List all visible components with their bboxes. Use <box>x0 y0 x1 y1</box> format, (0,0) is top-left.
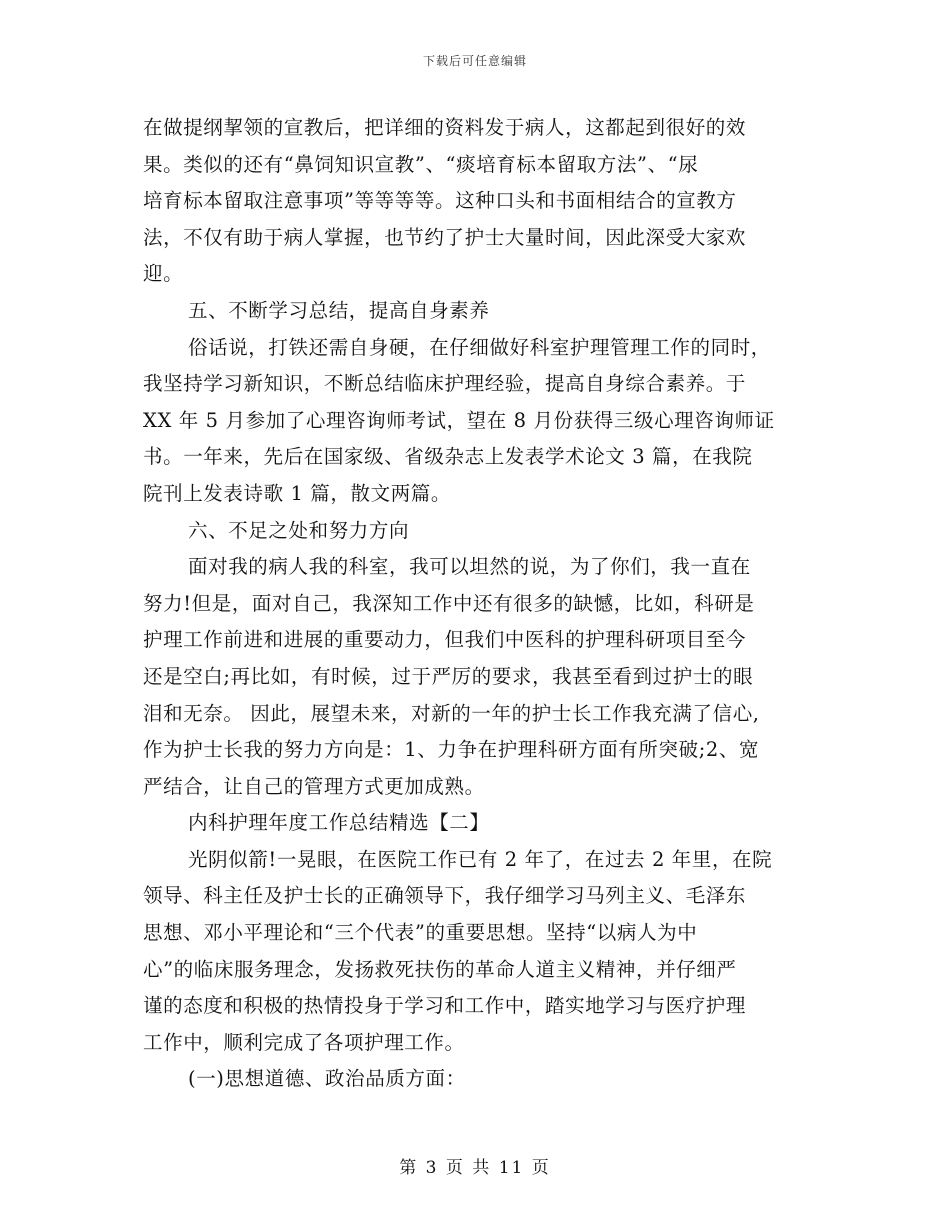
text-line: 六、不足之处和努力方向 <box>188 518 410 542</box>
text-line: 领导、科主任及护士长的正确领导下，我仔细学习马列主义、毛泽东 <box>143 884 747 908</box>
text-line: 光阴似箭!一晃眼，在医院工作已有 2 年了，在过去 2 年里，在院 <box>188 847 773 871</box>
text-line: (一)思想道德、政治品质方面： <box>188 1067 466 1091</box>
text-line: 心”的临床服务理念，发扬救死扶伤的革命人道主义精神，并仔细严 <box>143 957 737 981</box>
text-line: 泪和无奈。 因此，展望未来，对新的一年的护士长工作我充满了信心, <box>143 701 760 725</box>
text-line: 面对我的病人我的科室，我可以坦然的说，为了你们，我一直在 <box>188 555 751 579</box>
text-line: 还是空白;再比如，有时候，过于严厉的要求，我甚至看到过护士的眼 <box>143 664 754 688</box>
text-line: 法，不仅有助于病人掌握，也节约了护士大量时间，因此深受大家欢 <box>143 225 747 249</box>
text-line: 谨的态度和积极的热情投身于学习和工作中，踏实地学习与医疗护理 <box>143 994 747 1018</box>
text-line: 书。一年来，先后在国家级、省级杂志上发表学术论文 3 篇，在我院 <box>143 445 753 469</box>
text-line: XX 年 5 月参加了心理咨询师考试，望在 8 月份获得三级心理咨询师证 <box>143 408 775 432</box>
document-body <box>143 110 823 1098</box>
text-line: 五、不断学习总结，提高自身素养 <box>188 298 490 322</box>
page-header: 下载后可任意编辑 <box>422 54 527 68</box>
text-line: 果。类似的还有“鼻饲知识宣教”、“痰培育标本留取方法”、“尿 <box>143 152 699 176</box>
text-line: 作为护士长我的努力方向是：1、力争在护理科研方面有所突破;2、宽 <box>143 738 760 762</box>
text-line: 院刊上发表诗歌 1 篇，散文两篇。 <box>143 481 452 505</box>
page-footer: 第 3 页 共 11 页 <box>399 1158 551 1178</box>
text-line: 俗话说，打铁还需自身硬，在仔细做好科室护理管理工作的同时， <box>188 335 771 359</box>
text-line: 迎。 <box>143 262 184 286</box>
text-line: 培育标本留取注意事项”等等等等。这种口头和书面相结合的宣教方 <box>143 189 737 213</box>
text-line: 努力!但是，面对自己，我深知工作中还有很多的缺憾，比如，科研是 <box>143 591 755 615</box>
text-line: 严结合，让自己的管理方式更加成熟。 <box>143 774 485 798</box>
text-line: 我坚持学习新知识，不断总结临床护理经验，提高自身综合素养。于 <box>143 372 747 396</box>
text-line: 工作中，顺利完成了各项护理工作。 <box>143 1030 465 1054</box>
text-line: 在做提纲挈领的宣教后，把详细的资料发于病人，这都起到很好的效 <box>143 116 747 139</box>
text-line: 思想、邓小平理论和“三个代表”的重要思想。坚持“以病人为中 <box>143 921 698 945</box>
text-line: 护理工作前进和进展的重要动力，但我们中医科的护理科研项目至今 <box>143 628 747 652</box>
text-line: 内科护理年度工作总结精选【二】 <box>188 811 490 835</box>
